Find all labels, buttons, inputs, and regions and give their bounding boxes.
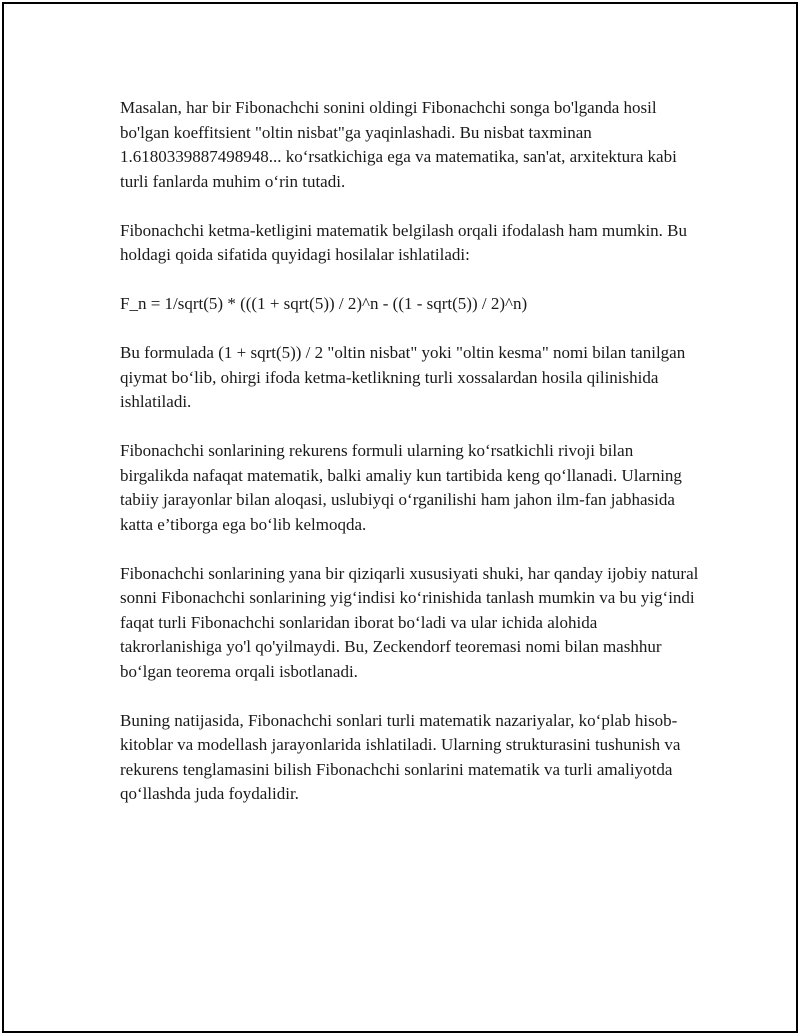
paragraph-recurrence-applications: Fibonachchi sonlarining rekurens formuli ularning ko‘rsatkichli rivoji bilan birgalikda nafaqat matematik, balki amaliy kun tartibida keng qo‘llanadi. Ularning tabiiy jarayonlar bilan aloqasi, uslubiyqi o‘rganilishi ham jahon ilm-fan jabhasida katta e’tiborga ega bo‘lib kelmoqda.: [120, 441, 682, 534]
page-frame: [2, 2, 798, 1033]
paragraph-golden-ratio-intro: Masalan, har bir Fibonachchi sonini oldingi Fibonachchi songa bo'lganda hosil bo'lgan koeffitsient "oltin nisbat"ga yaqinlashadi. Bu nisbat taxminan 1.6180339887498948... ko‘rsatkichiga ega va matematika, san'at, arxitektura kabi turli fanlarda muhim o‘rin tutadi.: [120, 98, 677, 191]
paragraph-conclusion: Buning natijasida, Fibonachchi sonlari turli matematik nazariyalar, ko‘plab hisob-kitoblar va modellash jarayonlarida ishlatiladi. Ularning strukturasini tushunish va rekurens tenglamasini bilish Fibonachchi sonlarini matematik va turli amaliyotda qo‘llashda juda foydalidir.: [120, 710, 681, 803]
paragraph-formula: F_n = 1/sqrt(5) * (((1 + sqrt(5)) / 2)^n - ((1 - sqrt(5)) / 2)^n): [120, 294, 528, 313]
paragraph-notation-intro: Fibonachchi ketma-ketligini matematik belgilash orqali ifodalash ham mumkin. Bu holdagi qoida sifatida quyidagi hosilalar ishlatiladi:: [120, 220, 688, 264]
paragraph-formula-explanation: Bu formulada (1 + sqrt(5)) / 2 "oltin nisbat" yoki "oltin kesma" nomi bilan tanilgan qiymat bo‘lib, ohirgi ifoda ketma-ketlikning turli xossalardan hosila qilinishida ishlatiladi.: [120, 343, 686, 411]
document-body: [120, 96, 700, 831]
paragraph-zeckendorf: Fibonachchi sonlarining yana bir qiziqarli xususiyati shuki, har qanday ijobiy natural sonni Fibonachchi sonlarining yig‘indisi ko‘rinishida tanlash mumkin va bu yig‘indi faqat turli Fibonachchi sonlaridan iborat bo‘ladi va ular ichida alohida takrorlanishiga yo'l qo'yilmaydi. Bu, Zeckendorf teoremasi nomi bilan mashhur bo‘lgan teorema orqali isbotlanadi.: [120, 563, 699, 681]
